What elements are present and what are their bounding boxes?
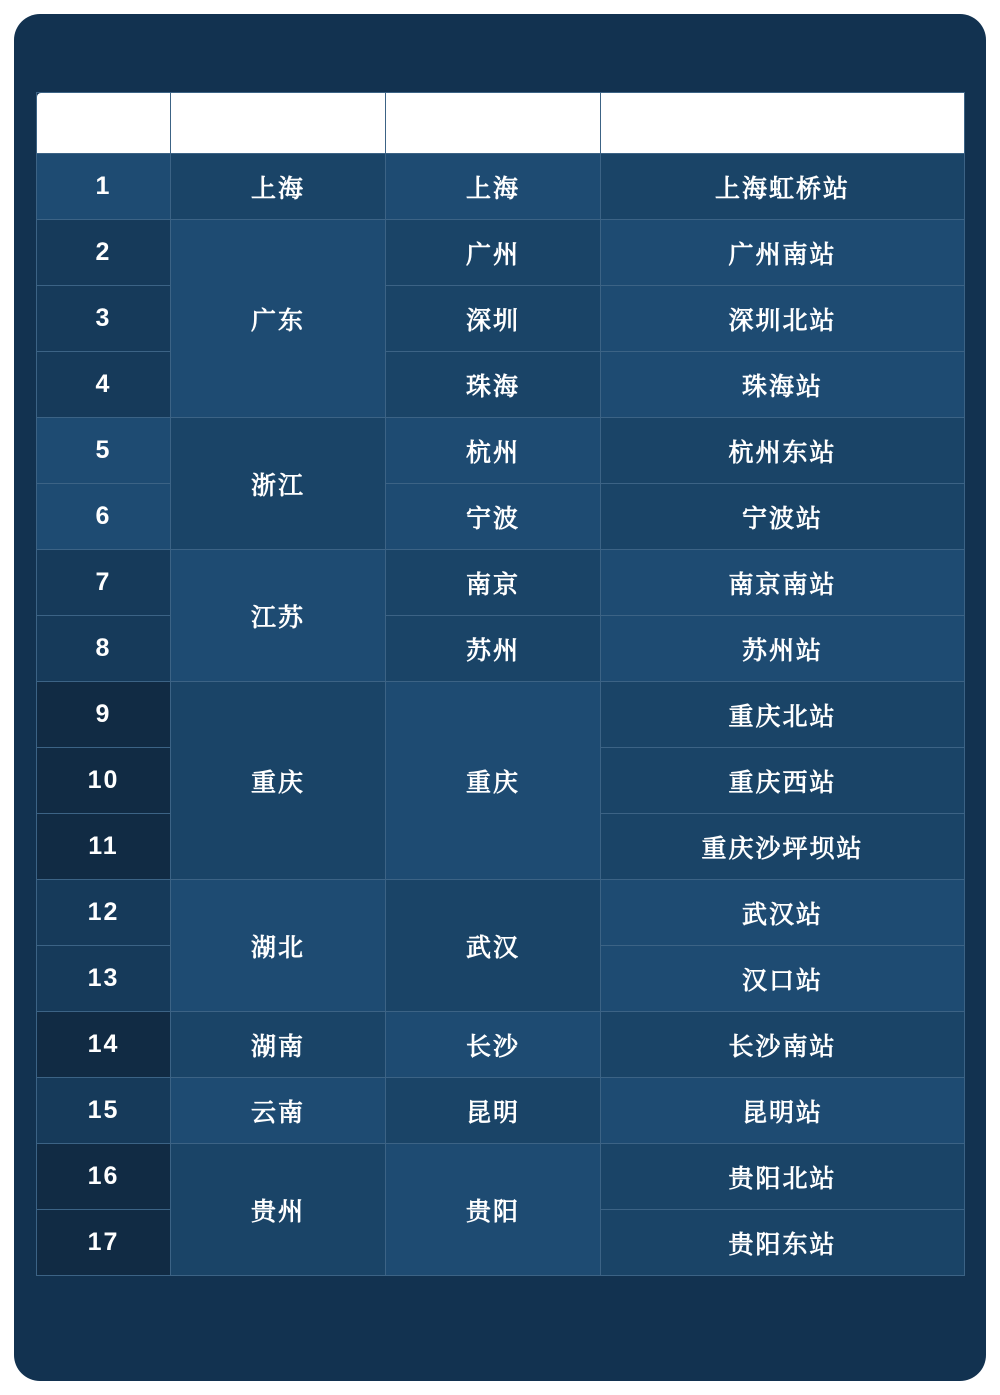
cell-seq: 13 (37, 946, 171, 1012)
cell-city: 杭州 (386, 418, 601, 484)
cell-station: 珠海站 (601, 352, 965, 418)
cell-city: 珠海 (386, 352, 601, 418)
cell-city: 广州 (386, 220, 601, 286)
cell-seq: 7 (37, 550, 171, 616)
cell-province: 贵州 (171, 1144, 386, 1276)
table-row (37, 1012, 965, 1078)
cell-seq: 17 (37, 1210, 171, 1276)
cell-seq: 15 (37, 1078, 171, 1144)
cell-province: 江苏 (171, 550, 386, 682)
cell-seq: 8 (37, 616, 171, 682)
cell-station: 贵阳东站 (601, 1210, 965, 1276)
table-row (37, 154, 965, 220)
table-row (37, 1144, 965, 1210)
table-body (37, 154, 965, 1276)
cell-seq: 4 (37, 352, 171, 418)
cell-seq: 12 (37, 880, 171, 946)
cell-station: 重庆西站 (601, 748, 965, 814)
column-header-city: 城市 (386, 93, 601, 154)
cell-city: 南京 (386, 550, 601, 616)
cell-seq: 3 (37, 286, 171, 352)
cell-station: 杭州东站 (601, 418, 965, 484)
cell-province: 重庆 (171, 682, 386, 880)
table-header (37, 93, 965, 154)
cell-city: 深圳 (386, 286, 601, 352)
cell-station: 武汉站 (601, 880, 965, 946)
column-header-seq: 序号 (37, 93, 171, 154)
table-row (37, 682, 965, 748)
cell-station: 重庆北站 (601, 682, 965, 748)
cell-seq: 5 (37, 418, 171, 484)
cell-province: 湖北 (171, 880, 386, 1012)
station-table (36, 92, 965, 1276)
table-row (37, 880, 965, 946)
cell-city: 宁波 (386, 484, 601, 550)
cell-station: 深圳北站 (601, 286, 965, 352)
cell-city: 长沙 (386, 1012, 601, 1078)
cell-station: 南京南站 (601, 550, 965, 616)
cell-station: 昆明站 (601, 1078, 965, 1144)
cell-station: 苏州站 (601, 616, 965, 682)
cell-province: 云南 (171, 1078, 386, 1144)
cell-seq: 2 (37, 220, 171, 286)
column-header-province: 省份 (171, 93, 386, 154)
table-card (14, 14, 986, 1381)
table-row (37, 220, 965, 286)
cell-station: 汉口站 (601, 946, 965, 1012)
cell-seq: 6 (37, 484, 171, 550)
cell-city: 苏州 (386, 616, 601, 682)
cell-station: 长沙南站 (601, 1012, 965, 1078)
cell-city: 昆明 (386, 1078, 601, 1144)
table-row (37, 418, 965, 484)
cell-station: 宁波站 (601, 484, 965, 550)
cell-seq: 14 (37, 1012, 171, 1078)
cell-seq: 16 (37, 1144, 171, 1210)
table-row (37, 550, 965, 616)
cell-city: 武汉 (386, 880, 601, 1012)
cell-province: 上海 (171, 154, 386, 220)
cell-city: 重庆 (386, 682, 601, 880)
header-row (37, 93, 965, 154)
cell-seq: 10 (37, 748, 171, 814)
cell-seq: 9 (37, 682, 171, 748)
cell-city: 贵阳 (386, 1144, 601, 1276)
cell-station: 重庆沙坪坝站 (601, 814, 965, 880)
cell-station: 广州南站 (601, 220, 965, 286)
cell-seq: 1 (37, 154, 171, 220)
table-row (37, 1078, 965, 1144)
column-header-station: 车站 (601, 93, 965, 154)
cell-station: 上海虹桥站 (601, 154, 965, 220)
cell-city: 上海 (386, 154, 601, 220)
cell-province: 广东 (171, 220, 386, 418)
cell-province: 浙江 (171, 418, 386, 550)
cell-station: 贵阳北站 (601, 1144, 965, 1210)
cell-province: 湖南 (171, 1012, 386, 1078)
cell-seq: 11 (37, 814, 171, 880)
